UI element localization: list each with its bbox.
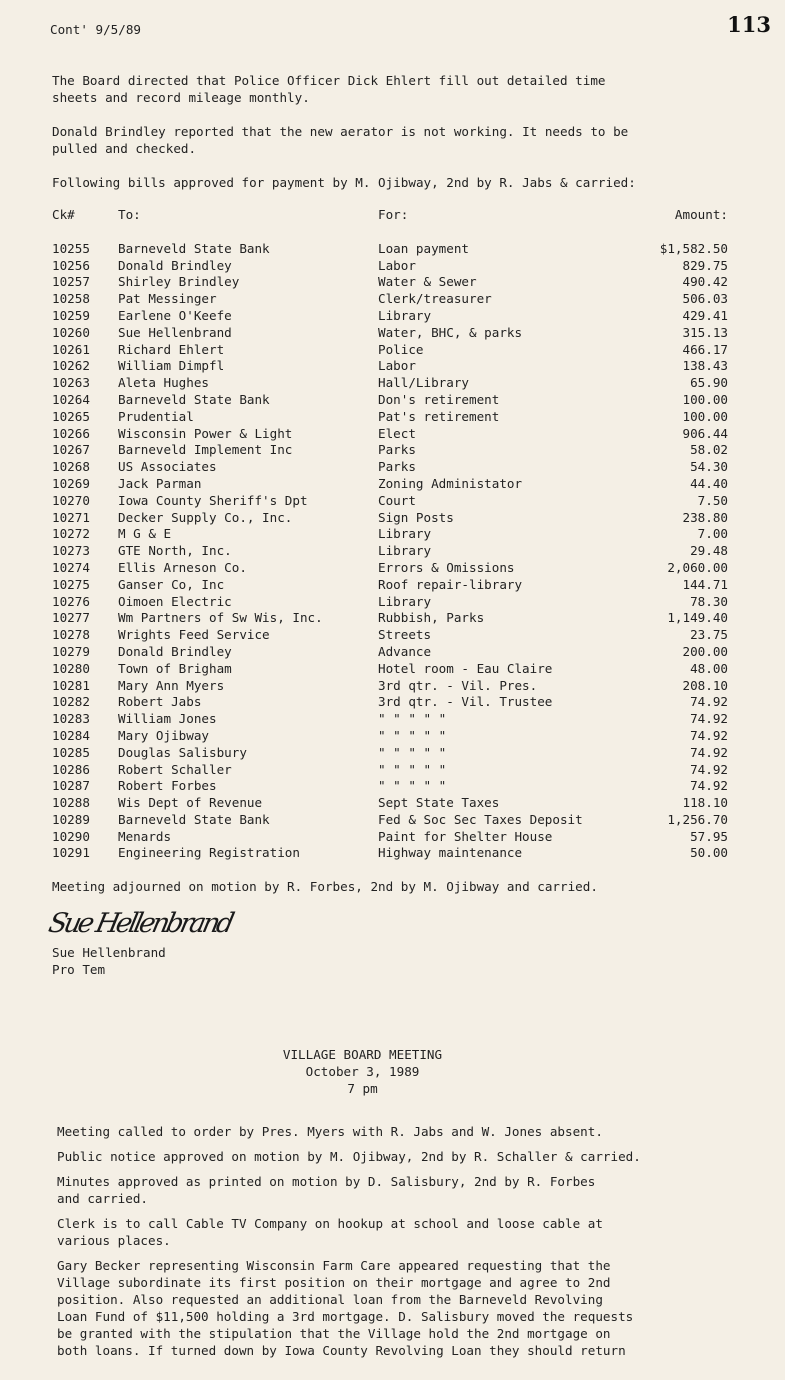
column-header-amount: Amount: [674,207,728,222]
bill-check-number: 10270 [52,492,90,508]
bill-amount: 78.30 [690,593,728,609]
bill-purpose: " " " " " [378,744,447,760]
bill-row [52,661,732,678]
bill-row [52,560,732,577]
bill-row [52,829,732,846]
bill-row [52,375,732,392]
bill-payee: Ellis Arneson Co. [118,559,247,575]
handwritten-signature [45,900,252,944]
bill-row [52,644,732,661]
bill-row [52,694,732,711]
bill-amount: 50.00 [690,845,728,861]
svg-text:Sue Hellenbrand: Sue Hellenbrand [45,908,238,939]
bill-amount: 2,060.00 [667,559,728,575]
bill-purpose: Hotel room - Eau Claire [378,660,553,676]
bill-purpose: Rubbish, Parks [378,610,485,626]
bill-purpose: Streets [378,627,432,643]
bill-payee: Donald Brindley [118,257,232,273]
bill-row [52,845,732,862]
bill-amount: 118.10 [682,795,728,811]
bill-amount: 74.92 [690,778,728,794]
minutes-approval: Minutes approved as printed on motion by D. Salisbury, 2nd by R. Forbes and carried. [57,1174,596,1206]
bill-amount: 490.42 [682,274,728,290]
bill-row [52,745,732,762]
bill-amount: 58.02 [690,442,728,458]
bill-row [52,358,732,375]
bill-purpose: Labor [378,257,416,273]
bill-amount: 29.48 [690,543,728,559]
bill-check-number: 10281 [52,677,90,693]
bill-purpose: " " " " " [378,761,447,777]
bill-payee: Jack Parman [118,475,202,491]
bill-payee: Barneveld State Bank [118,811,270,827]
page-number: 113 [727,12,771,37]
bill-check-number: 10288 [52,795,90,811]
bill-row [52,526,732,543]
bill-purpose: Zoning Administator [378,475,523,491]
bill-payee: William Jones [118,711,217,727]
paragraph-aerator: Donald Brindley reported that the new aerator is not working. It needs to be pulled and checked. [52,124,629,156]
bill-payee: GTE North, Inc. [118,543,232,559]
bill-payee: Mary Ann Myers [118,677,225,693]
bill-row [52,241,732,258]
column-header-purpose: For: [378,207,409,222]
bill-purpose: Library [378,543,432,559]
bill-purpose: Don's retirement [378,391,500,407]
bill-purpose: Clerk/treasurer [378,291,492,307]
bill-amount: 7.50 [697,492,728,508]
paragraph-bills-approved: Following bills approved for payment by M. Ojibway, 2nd by R. Jabs & carried: [52,175,636,190]
bill-amount: 906.44 [682,425,728,441]
bill-payee: Ganser Co, Inc [118,576,225,592]
bill-payee: Town of Brigham [118,660,232,676]
bill-amount: 138.43 [682,358,728,374]
bill-payee: Robert Forbes [118,778,217,794]
bill-row [52,711,732,728]
bill-row [52,459,732,476]
bill-row [52,812,732,829]
bill-amount: 238.80 [682,509,728,525]
bill-check-number: 10261 [52,341,90,357]
bill-row [52,610,732,627]
bill-payee: Mary Ojibway [118,727,209,743]
meeting-time: 7 pm [347,1081,378,1096]
bills-table [52,207,732,862]
bill-check-number: 10255 [52,240,90,256]
bill-row [52,442,732,459]
bill-check-number: 10276 [52,593,90,609]
bill-check-number: 10267 [52,442,90,458]
bill-row [52,258,732,275]
bill-row [52,426,732,443]
bill-purpose: Library [378,307,432,323]
bill-payee: Menards [118,828,172,844]
bill-check-number: 10272 [52,526,90,542]
minutes-farm-care-request: Gary Becker representing Wisconsin Farm Care appeared requesting that the Village subordinate its first position on their mortgage and agree to 2nd position. Also requested an additional loan from the Barneveld Revolving Loan Fund of $11,500 holding a 3rd mortgage. D. Salisbury moved the requests be granted with the stipulation that the Village hold the 2nd mortgage on both loans. If turned down by Iowa County Revolving Loan they should return [57,1258,634,1358]
bill-purpose: Advance [378,643,432,659]
bill-purpose: Court [378,492,416,508]
continuation-date: Cont' 9/5/89 [50,22,141,37]
bill-amount: 57.95 [690,828,728,844]
bill-payee: Donald Brindley [118,643,232,659]
signer-title: Pro Tem [52,962,106,977]
bill-check-number: 10279 [52,643,90,659]
signer-name: Sue Hellenbrand [52,945,166,960]
bill-payee: US Associates [118,459,217,475]
bill-payee: Robert Schaller [118,761,232,777]
bill-amount: 466.17 [682,341,728,357]
bill-payee: Douglas Salisbury [118,744,247,760]
bill-purpose: Parks [378,442,416,458]
column-header-payee: To: [118,207,141,222]
bill-check-number: 10265 [52,408,90,424]
bill-amount: 1,149.40 [667,610,728,626]
bill-amount: 315.13 [682,324,728,340]
bill-purpose: " " " " " [378,711,447,727]
bill-check-number: 10285 [52,744,90,760]
bill-check-number: 10283 [52,711,90,727]
bill-row [52,291,732,308]
bill-amount: 48.00 [690,660,728,676]
bill-purpose: Police [378,341,424,357]
bill-check-number: 10289 [52,811,90,827]
bill-check-number: 10275 [52,576,90,592]
bill-purpose: Elect [378,425,416,441]
bill-payee: Robert Jabs [118,694,202,710]
bill-purpose: Labor [378,358,416,374]
bill-purpose: 3rd qtr. - Vil. Trustee [378,694,553,710]
bill-check-number: 10266 [52,425,90,441]
bill-amount: 7.00 [697,526,728,542]
bill-check-number: 10268 [52,459,90,475]
bills-table-header [52,207,732,224]
bill-check-number: 10262 [52,358,90,374]
bill-purpose: Library [378,526,432,542]
bill-payee: Oimoen Electric [118,593,232,609]
bill-row [52,308,732,325]
bill-amount: 74.92 [690,694,728,710]
bill-check-number: 10287 [52,778,90,794]
bill-payee: Engineering Registration [118,845,300,861]
bill-amount: 1,256.70 [667,811,728,827]
bill-check-number: 10284 [52,727,90,743]
bill-payee: Earlene O'Keefe [118,307,232,323]
bill-check-number: 10290 [52,828,90,844]
bill-row [52,409,732,426]
bill-payee: Aleta Hughes [118,375,209,391]
bill-amount: 829.75 [682,257,728,273]
bill-purpose: Loan payment [378,240,469,256]
bill-row [52,476,732,493]
bill-purpose: Sign Posts [378,509,454,525]
bill-payee: Richard Ehlert [118,341,225,357]
bill-amount: $1,582.50 [659,240,728,256]
bill-row [52,594,732,611]
bill-payee: Decker Supply Co., Inc. [118,509,293,525]
bill-check-number: 10291 [52,845,90,861]
bill-purpose: Highway maintenance [378,845,523,861]
bill-check-number: 10278 [52,627,90,643]
bill-purpose: Errors & Omissions [378,559,515,575]
bill-payee: Wrights Feed Service [118,627,270,643]
bill-check-number: 10274 [52,559,90,575]
bill-row [52,274,732,291]
bills-table-body [52,241,732,862]
bill-purpose: Sept State Taxes [378,795,500,811]
meeting-date: October 3, 1989 [305,1064,420,1079]
bill-row [52,627,732,644]
bill-purpose: " " " " " [378,778,447,794]
bill-row [52,577,732,594]
bill-row [52,728,732,745]
bill-amount: 429.41 [682,307,728,323]
bill-payee: Iowa County Sheriff's Dpt [118,492,308,508]
bill-payee: Wis Dept of Revenue [118,795,263,811]
bill-amount: 144.71 [682,576,728,592]
bill-check-number: 10280 [52,660,90,676]
bill-check-number: 10286 [52,761,90,777]
bill-check-number: 10269 [52,475,90,491]
bill-row [52,543,732,560]
bill-payee: Pat Messinger [118,291,217,307]
adjournment-statement: Meeting adjourned on motion by R. Forbes, 2nd by M. Ojibway and carried. [52,879,598,894]
bill-purpose: Hall/Library [378,375,469,391]
bill-amount: 208.10 [682,677,728,693]
bill-amount: 200.00 [682,643,728,659]
bill-amount: 44.40 [690,475,728,491]
bill-payee: Prudential [118,408,194,424]
bill-row [52,342,732,359]
bill-row [52,795,732,812]
paragraph-police-timesheets: The Board directed that Police Officer Dick Ehlert fill out detailed time sheets and record mileage monthly. [52,73,606,105]
bill-payee: Barneveld Implement Inc [118,442,293,458]
bill-check-number: 10257 [52,274,90,290]
bill-check-number: 10271 [52,509,90,525]
bill-amount: 74.92 [690,711,728,727]
bill-purpose: Parks [378,459,416,475]
bill-row [52,392,732,409]
bill-purpose: Library [378,593,432,609]
bill-check-number: 10277 [52,610,90,626]
bill-check-number: 10264 [52,391,90,407]
bill-check-number: 10273 [52,543,90,559]
bill-row [52,493,732,510]
bill-purpose: Pat's retirement [378,408,500,424]
bill-purpose: Water, BHC, & parks [378,324,523,340]
bill-amount: 65.90 [690,375,728,391]
bill-payee: William Dimpfl [118,358,225,374]
bill-amount: 74.92 [690,727,728,743]
bill-purpose: 3rd qtr. - Vil. Pres. [378,677,538,693]
bill-check-number: 10263 [52,375,90,391]
bill-purpose: " " " " " [378,727,447,743]
bill-row [52,778,732,795]
bill-payee: M G & E [118,526,172,542]
bill-amount: 100.00 [682,391,728,407]
minutes-cable-tv: Clerk is to call Cable TV Company on hookup at school and loose cable at various places. [57,1216,603,1248]
bill-row [52,762,732,779]
bill-check-number: 10256 [52,257,90,273]
bill-amount: 54.30 [690,459,728,475]
bill-purpose: Roof repair-library [378,576,523,592]
bill-payee: Sue Hellenbrand [118,324,232,340]
bill-payee: Barneveld State Bank [118,240,270,256]
bill-row [52,325,732,342]
bill-check-number: 10260 [52,324,90,340]
bill-row [52,510,732,527]
bill-payee: Wisconsin Power & Light [118,425,293,441]
bill-amount: 100.00 [682,408,728,424]
bill-check-number: 10259 [52,307,90,323]
column-header-check-number: Ck# [52,207,75,222]
bill-payee: Wm Partners of Sw Wis, Inc. [118,610,323,626]
bill-row [52,678,732,695]
bill-check-number: 10282 [52,694,90,710]
bill-amount: 74.92 [690,744,728,760]
minutes-call-to-order: Meeting called to order by Pres. Myers with R. Jabs and W. Jones absent. [57,1124,603,1139]
bill-payee: Barneveld State Bank [118,391,270,407]
bill-purpose: Paint for Shelter House [378,828,553,844]
bill-payee: Shirley Brindley [118,274,240,290]
bill-purpose: Fed & Soc Sec Taxes Deposit [378,811,583,827]
bill-purpose: Water & Sewer [378,274,477,290]
bill-amount: 506.03 [682,291,728,307]
bill-amount: 23.75 [690,627,728,643]
meeting-title: VILLAGE BOARD MEETING [282,1047,443,1062]
bill-check-number: 10258 [52,291,90,307]
minutes-public-notice: Public notice approved on motion by M. Ojibway, 2nd by R. Schaller & carried. [57,1149,641,1164]
bill-amount: 74.92 [690,761,728,777]
